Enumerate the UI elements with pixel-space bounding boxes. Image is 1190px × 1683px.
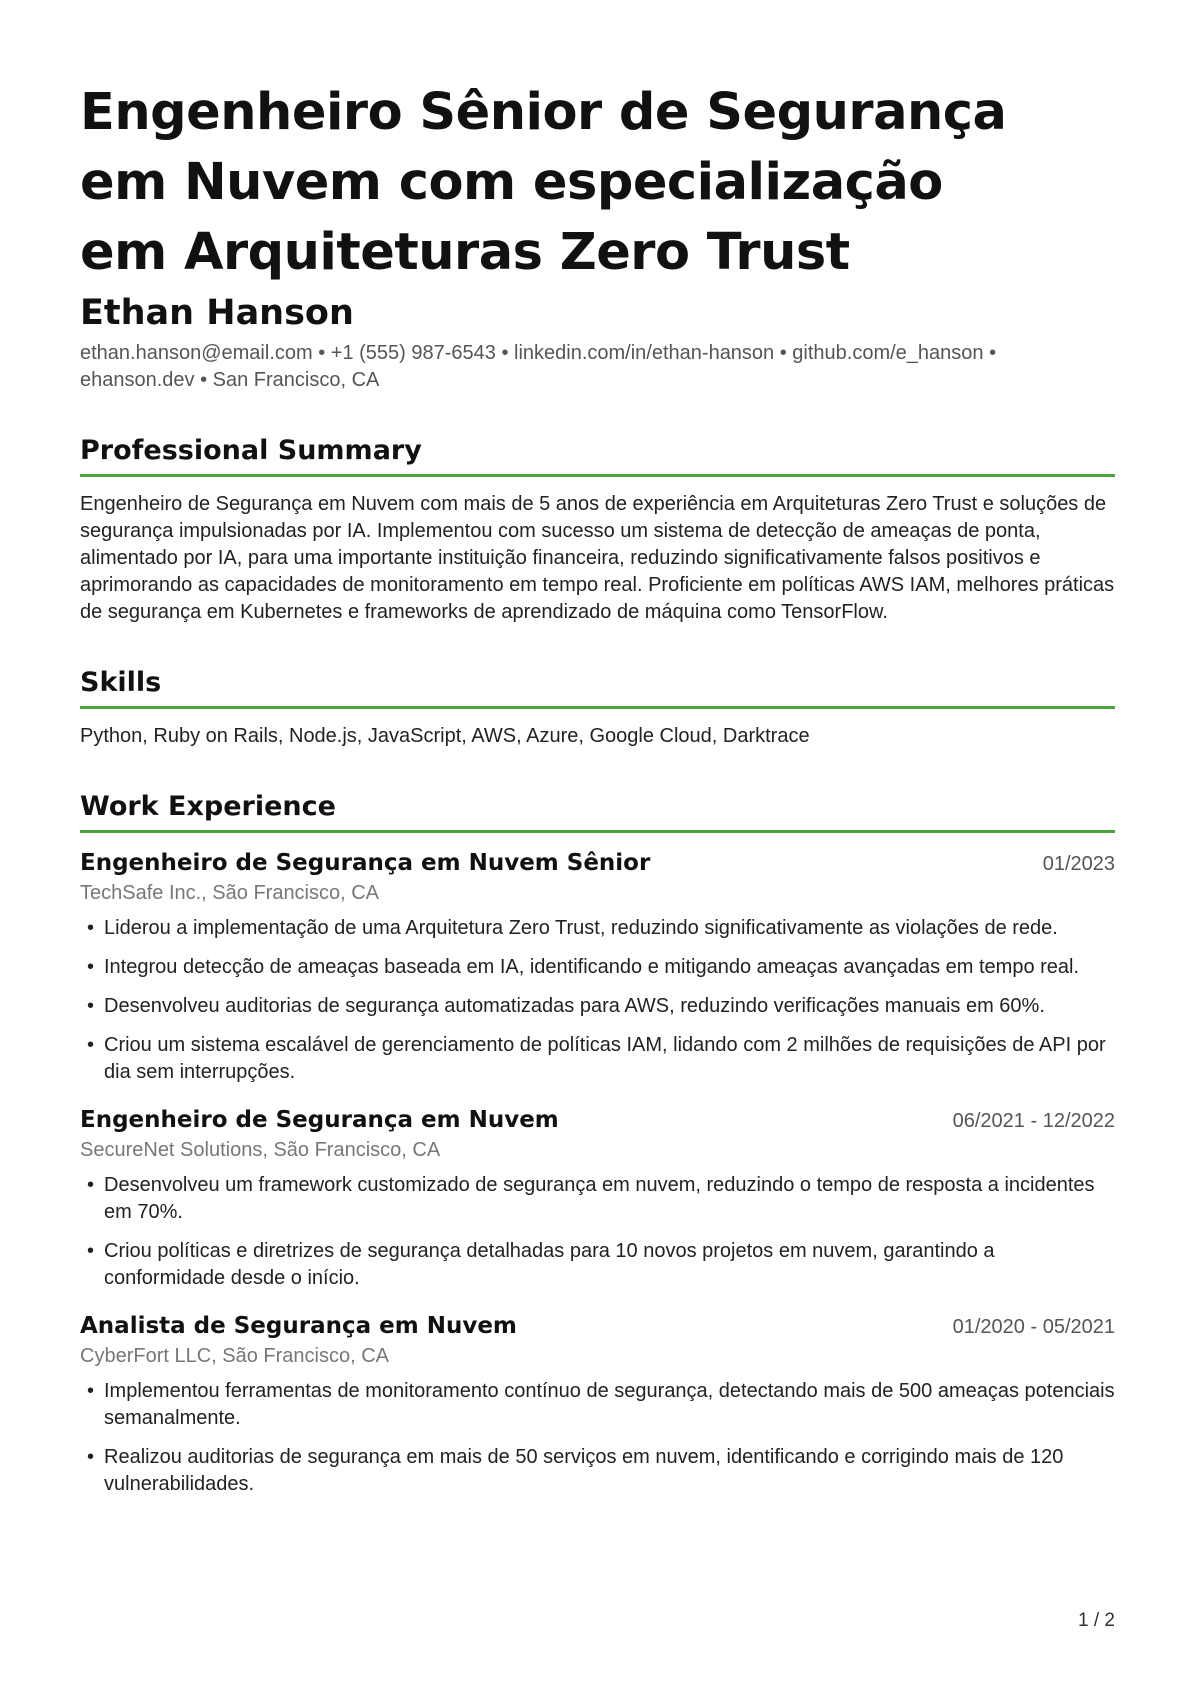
bullet-icon: • <box>87 1380 95 1402</box>
resume-title: Engenheiro Sênior de Segurança em Nuvem com especialização em Arquiteturas Zero Trust <box>80 83 1007 282</box>
job-header <box>80 1310 1115 1342</box>
summary-heading: Professional Summary <box>80 434 1115 477</box>
bullet-text: Criou políticas e diretrizes de segurança detalhadas para 10 novos projetos em nuvem, garantindo a conformidade desde o início. <box>104 1240 995 1289</box>
experience-heading: Work Experience <box>80 790 1115 833</box>
page-number: 1 / 2 <box>1078 1610 1115 1631</box>
job-bullets <box>80 1378 1115 1498</box>
bullet-icon: • <box>87 1446 95 1468</box>
job-title: Engenheiro de Segurança em Nuvem <box>80 1107 559 1133</box>
job-company: TechSafe Inc., São Francisco, CA <box>80 882 380 904</box>
job-bullets <box>80 915 1115 1086</box>
bullet-item <box>80 1032 1115 1086</box>
bullet-item <box>80 954 1115 981</box>
bullet-item <box>80 1172 1115 1226</box>
job-company: CyberFort LLC, São Francisco, CA <box>80 1345 389 1367</box>
bullet-text: Desenvolveu um framework customizado de segurança em nuvem, reduzindo o tempo de resposta a incidentes em 70%. <box>104 1174 1095 1223</box>
bullet-text: Liderou a implementação de uma Arquitetura Zero Trust, reduzindo significativamente as violações de rede. <box>104 917 1058 939</box>
job-date: 06/2021 - 12/2022 <box>952 1110 1115 1132</box>
bullet-icon: • <box>87 995 95 1017</box>
bullet-text: Implementou ferramentas de monitoramento contínuo de segurança, detectando mais de 500 ameaças potenciais semanalmente. <box>104 1380 1115 1429</box>
bullet-item <box>80 993 1115 1020</box>
job-title: Engenheiro de Segurança em Nuvem Sênior <box>80 850 651 876</box>
bullet-item <box>80 1378 1115 1432</box>
job-title: Analista de Segurança em Nuvem <box>80 1313 517 1339</box>
skills-text: Python, Ruby on Rails, Node.js, JavaScript, AWS, Azure, Google Cloud, Darktrace <box>80 725 810 747</box>
summary-section <box>80 434 1115 626</box>
bullet-text: Criou um sistema escalável de gerenciamento de políticas IAM, lidando com 2 milhões de requisições de API por dia sem interrupções. <box>104 1034 1106 1083</box>
resume-page <box>80 78 1115 1516</box>
bullet-text: Desenvolveu auditorias de segurança automatizadas para AWS, reduzindo verificações manuais em 60%. <box>104 995 1045 1017</box>
job-date: 01/2020 - 05/2021 <box>952 1316 1115 1338</box>
bullet-item <box>80 915 1115 942</box>
bullet-text: Integrou detecção de ameaças baseada em IA, identificando e mitigando ameaças avançadas em tempo real. <box>104 956 1080 978</box>
job-entry <box>80 1310 1115 1498</box>
job-date: 01/2023 <box>1042 853 1115 875</box>
job-bullets <box>80 1172 1115 1292</box>
bullet-text: Realizou auditorias de segurança em mais de 50 serviços em nuvem, identificando e corrigindo mais de 120 vulnerabilidades. <box>104 1446 1064 1495</box>
bullet-icon: • <box>87 917 95 939</box>
contact-line: ethan.hanson@email.com • +1 (555) 987-6543 • linkedin.com/in/ethan-hanson • github.com/e_hanson • ehanson.dev • San Francisco, CA <box>80 342 997 391</box>
bullet-icon: • <box>87 956 95 978</box>
job-company: SecureNet Solutions, São Francisco, CA <box>80 1139 441 1161</box>
skills-heading: Skills <box>80 666 1115 709</box>
bullet-icon: • <box>87 1240 95 1262</box>
candidate-name: Ethan Hanson <box>80 293 354 333</box>
job-entry <box>80 847 1115 1086</box>
experience-section <box>80 790 1115 1498</box>
summary-text: Engenheiro de Segurança em Nuvem com mais de 5 anos de experiência em Arquiteturas Zero Trust e soluções de segurança impulsionadas por IA. Implementou com sucesso um sistema de detecção de ameaças de ponta, alimentado por IA, para uma importante instituição financeira, reduzindo significativamente falsos positivos e aprimorando as capacidades de monitoramento em tempo real. Proficiente em políticas AWS IAM, melhores práticas de segurança em Kubernetes e frameworks de aprendizado de máquina como TensorFlow. <box>80 493 1115 623</box>
job-header <box>80 847 1115 879</box>
bullet-icon: • <box>87 1034 95 1056</box>
bullet-item <box>80 1444 1115 1498</box>
bullet-item <box>80 1238 1115 1292</box>
job-entry <box>80 1104 1115 1292</box>
skills-section <box>80 666 1115 750</box>
bullet-icon: • <box>87 1174 95 1196</box>
job-header <box>80 1104 1115 1136</box>
